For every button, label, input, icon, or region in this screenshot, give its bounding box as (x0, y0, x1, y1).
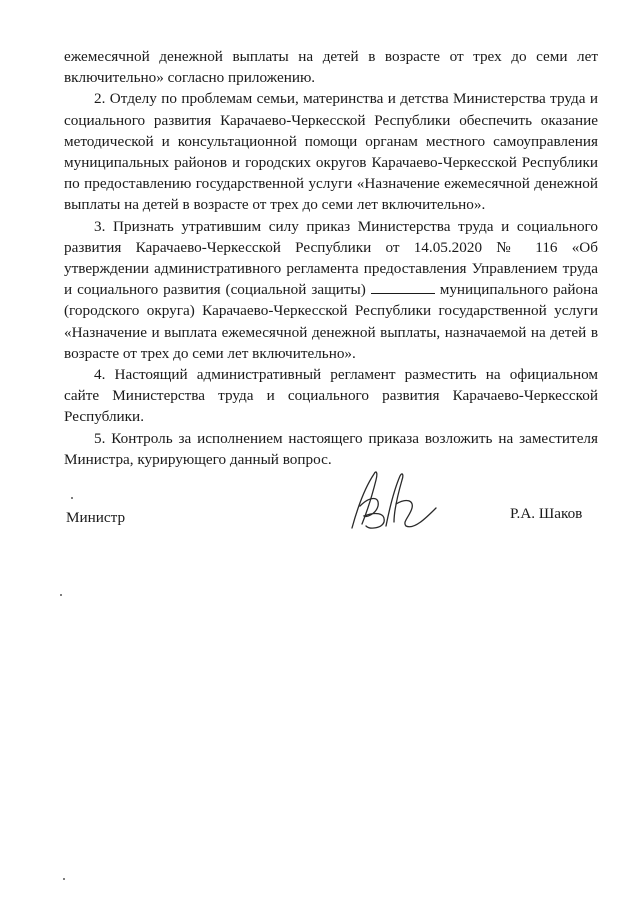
paragraph-4: 4. Настоящий административный регламент разместить на официальном сайте Министерства труда и социального развития Карачаево-Черкесской Республики. (64, 366, 598, 426)
paragraph-3-part-2: муниципального района (городского округа) Карачаево-Черкесской Республики государственной услуги «Назначение и выплата ежемесячной денежной выплаты, назначаемой на детей в возрасте от трех до семи лет включительно». (64, 281, 598, 362)
paragraph-3 (64, 216, 598, 364)
paragraph-5: 5. Контроль за исполнением настоящего приказа возложить на заместителя Министра, курирующего данный вопрос. (64, 429, 598, 468)
paragraph-2: 2. Отделу по проблемам семьи, материнства и детства Министерства труда и социального развития Карачаево-Черкесской Республики обеспечить оказание методической и консультационной помощи органам местного самоуправления муниципальных районов и городских округов Карачаево-Черкесской Республики по предоставлению государственной услуги «Назначение ежемесячной денежной выплаты на детей в возрасте от трех до семи лет включительно». (64, 90, 598, 214)
paragraph-3-part-1: 3. Признать утратившим силу приказ Министерства труда и социального развития Карачаево-Черкесской Республики от 14.05.2020 № 116 «Об утверждении административного регламента предоставления Управлением труда и социального развития (социальной защиты) (64, 217, 598, 299)
document-body (64, 46, 598, 470)
paragraph-continuation: ежемесячной денежной выплаты на детей в возрасте от трех до семи лет включительно» согласно приложению. (64, 48, 598, 87)
signatory-title: Министр (66, 509, 126, 526)
handwritten-signature (340, 466, 444, 536)
scan-speck (71, 497, 73, 499)
scan-speck (63, 878, 65, 880)
signatory-name: Р.А. Шаков (510, 505, 583, 522)
scan-speck (60, 594, 62, 596)
blank-field-line (371, 281, 435, 294)
